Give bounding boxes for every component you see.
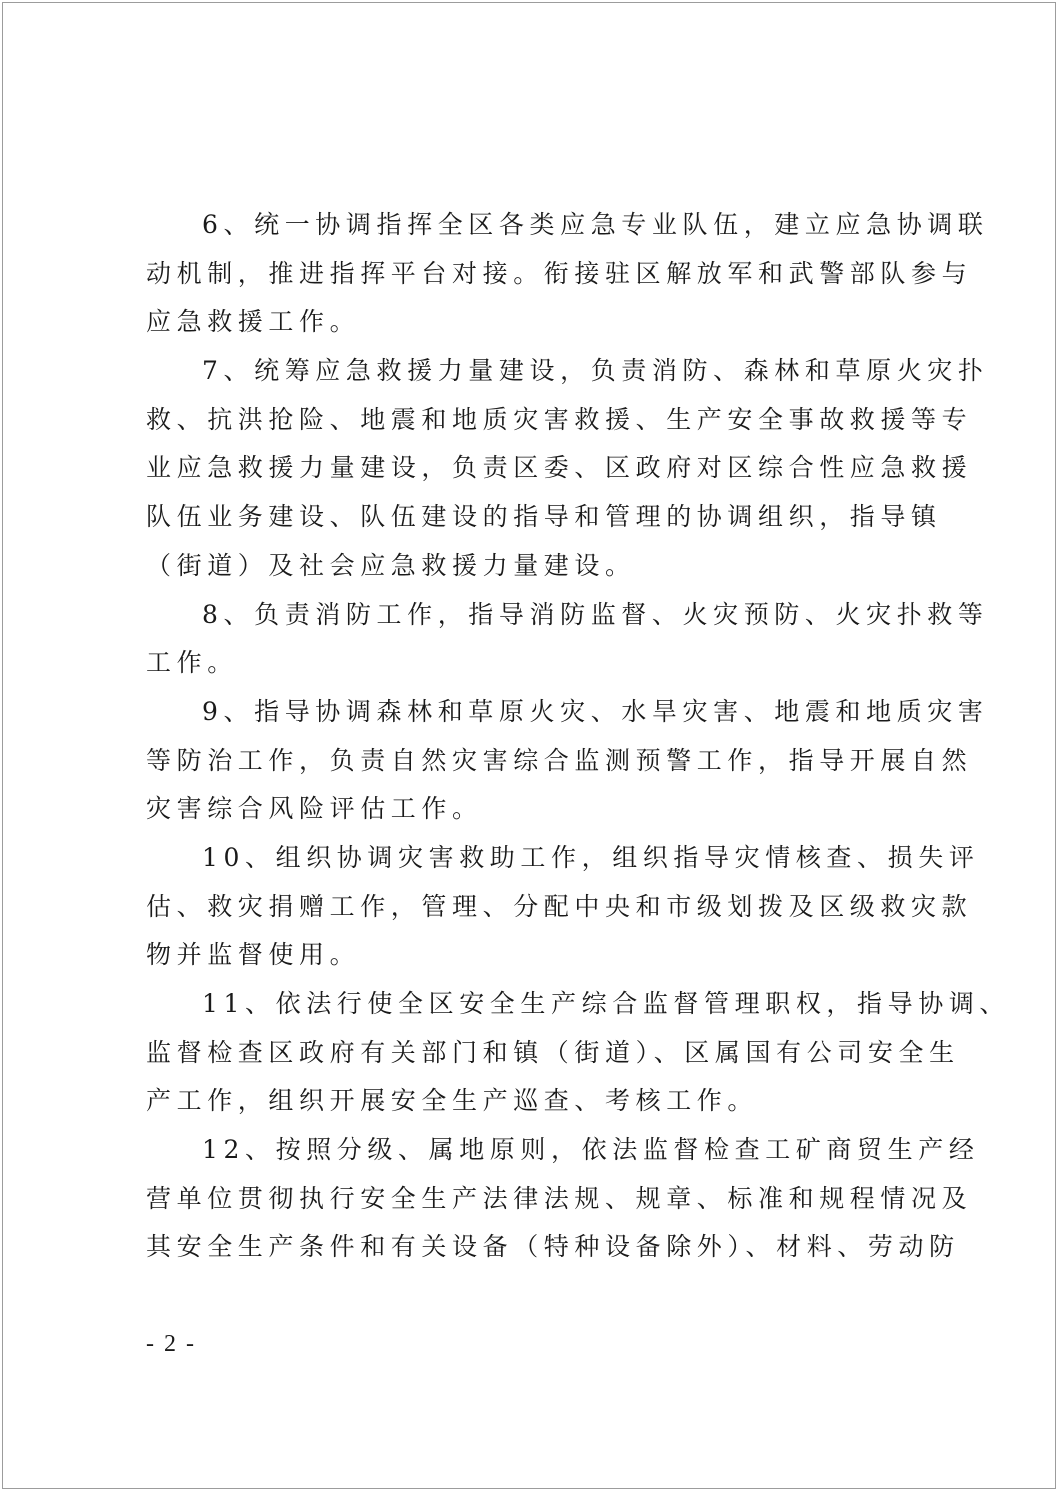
paragraph xyxy=(146,1126,980,1272)
paragraph-line: 救、抗洪抢险、地震和地质灾害救援、生产安全事故救援等专 xyxy=(146,404,973,434)
paragraph-line: 6、统一协调指挥全区各类应急专业队伍，建立应急协调联 xyxy=(202,210,989,239)
document-body xyxy=(146,201,1011,1272)
paragraph-line: 动机制，推进指挥平台对接。衔接驻区解放军和武警部队参与 xyxy=(146,258,973,288)
paragraph xyxy=(146,347,989,590)
paragraph-line: 12、按照分级、属地原则，依法监督检查工矿商贸生产经 xyxy=(202,1135,980,1165)
paragraph-line: 应急救援工作。 xyxy=(146,307,361,337)
paragraph-line: 业应急救援力量建设，负责区委、区政府对区综合性应急救援 xyxy=(146,453,973,483)
paragraph-line: 其安全生产条件和有关设备（特种设备除外）、材料、劳动防 xyxy=(146,1232,960,1262)
document-page xyxy=(2,2,1056,1489)
paragraph xyxy=(146,688,989,834)
paragraph-line: 灾害综合风险评估工作。 xyxy=(146,794,483,824)
paragraph xyxy=(146,834,980,980)
paragraph-line: 10、组织协调灾害救助工作，组织指导灾情核查、损失评 xyxy=(202,842,980,872)
paragraph-line: 8、负责消防工作，指导消防监督、火灾预防、火灾扑救等 xyxy=(202,599,989,629)
paragraph-line: 工作。 xyxy=(146,648,238,678)
paragraph-line: 队伍业务建设、队伍建设的指导和管理的协调组织，指导镇 xyxy=(146,502,942,532)
paragraph xyxy=(146,201,989,347)
paragraph-line: 等防治工作，负责自然灾害综合监测预警工作，指导开展自然 xyxy=(146,745,973,775)
paragraph-line: 11、依法行使全区安全生产综合监督管理职权，指导协调、 xyxy=(202,989,1011,1018)
paragraph-line: （街道）及社会应急救援力量建设。 xyxy=(146,550,636,580)
paragraph xyxy=(146,591,989,688)
paragraph-line: 7、统筹应急救援力量建设，负责消防、森林和草原火灾扑 xyxy=(202,356,989,386)
paragraph-line: 9、指导协调森林和草原火灾、水旱灾害、地震和地质灾害 xyxy=(202,696,989,726)
paragraph-line: 监督检查区政府有关部门和镇（街道）、区属国有公司安全生 xyxy=(146,1037,960,1067)
page-number: - 2 - xyxy=(146,1331,196,1357)
paragraph-line: 产工作，组织开展安全生产巡查、考核工作。 xyxy=(146,1086,759,1116)
paragraph-line: 估、救灾捐赠工作，管理、分配中央和市级划拨及区级救灾款 xyxy=(146,891,973,921)
paragraph xyxy=(146,980,1011,1126)
paragraph-line: 营单位贯彻执行安全生产法律法规、规章、标准和规程情况及 xyxy=(146,1183,973,1213)
paragraph-line: 物并监督使用。 xyxy=(146,940,361,970)
